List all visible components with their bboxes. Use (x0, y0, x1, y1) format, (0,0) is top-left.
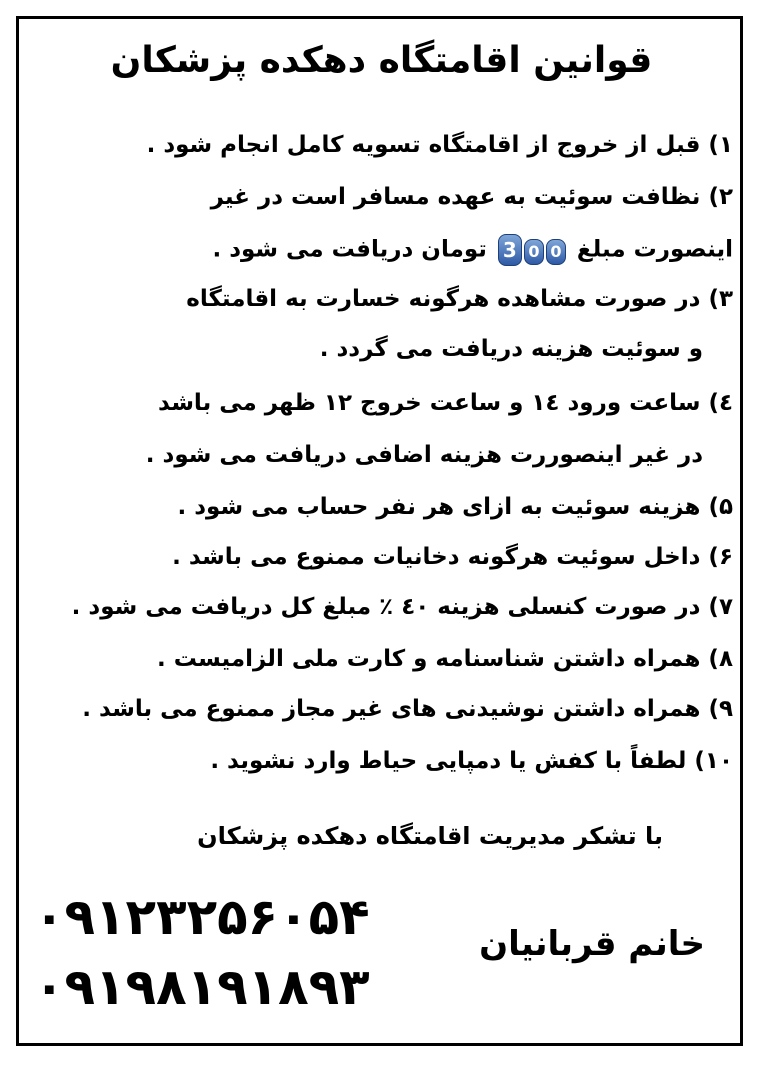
rule-5: ۵) هزینه سوئیت به ازای هر نفر حساب می شود . (177, 494, 733, 520)
rule-10: ۱۰) لطفاً با کفش یا دمپایی حیاط وارد نشوید . (210, 748, 733, 774)
contact-name: خانم قربانیان (479, 924, 705, 964)
rule-2-line-2 (212, 234, 733, 266)
page-title: قوانین اقامتگاه دهکده پزشکان (110, 40, 653, 81)
rule-9: ۹) همراه داشتن نوشیدنی های غیر مجاز ممنوع می باشد . (82, 696, 733, 722)
rule-6: ۶) داخل سوئیت هرگونه دخانیات ممنوع می باشد . (172, 544, 733, 570)
rule-7: ۷) در صورت کنسلی هزینه ٤٠ ٪ مبلغ کل دریافت می شود . (71, 594, 733, 620)
thanks-note: با تشکر مدیریت اقامتگاه دهکده پزشکان (197, 822, 663, 850)
rule-2-suffix: تومان دریافت می شود . (212, 236, 487, 263)
fee-digit-3: 0 (546, 239, 566, 265)
rule-4-line-2: در غیر اینصوررت هزینه اضافی دریافت می شود . (145, 442, 703, 468)
phone-number-1: ۰۹۱۲۳۲۵۶۰۵۴ (34, 888, 370, 946)
rule-4-line-1: ٤) ساعت ورود ١٤ و ساعت خروج ١٢ ظهر می باشد (158, 390, 733, 416)
rule-3-line-1: ۳) در صورت مشاهده هرگونه خسارت به اقامتگاه (186, 286, 733, 312)
fee-digit-1: 3 (498, 234, 522, 266)
rule-2-prefix: اینصورت مبلغ (576, 236, 733, 263)
fee-digit-2: 0 (524, 239, 544, 265)
fee-amount-badge (497, 234, 567, 266)
rule-3-line-2: و سوئیت هزینه دریافت می گردد . (319, 336, 703, 362)
rule-2-line-1: ۲) نظافت سوئیت به عهده مسافر است در غیر (210, 184, 733, 210)
phone-number-2: ۰۹۱۹۸۱۹۱۸۹۳ (34, 958, 370, 1016)
rule-8: ۸) همراه داشتن شناسنامه و کارت ملی الزامیست . (156, 646, 733, 672)
rule-1: ۱) قبل از خروج از اقامتگاه تسویه کامل انجام شود . (146, 132, 733, 158)
